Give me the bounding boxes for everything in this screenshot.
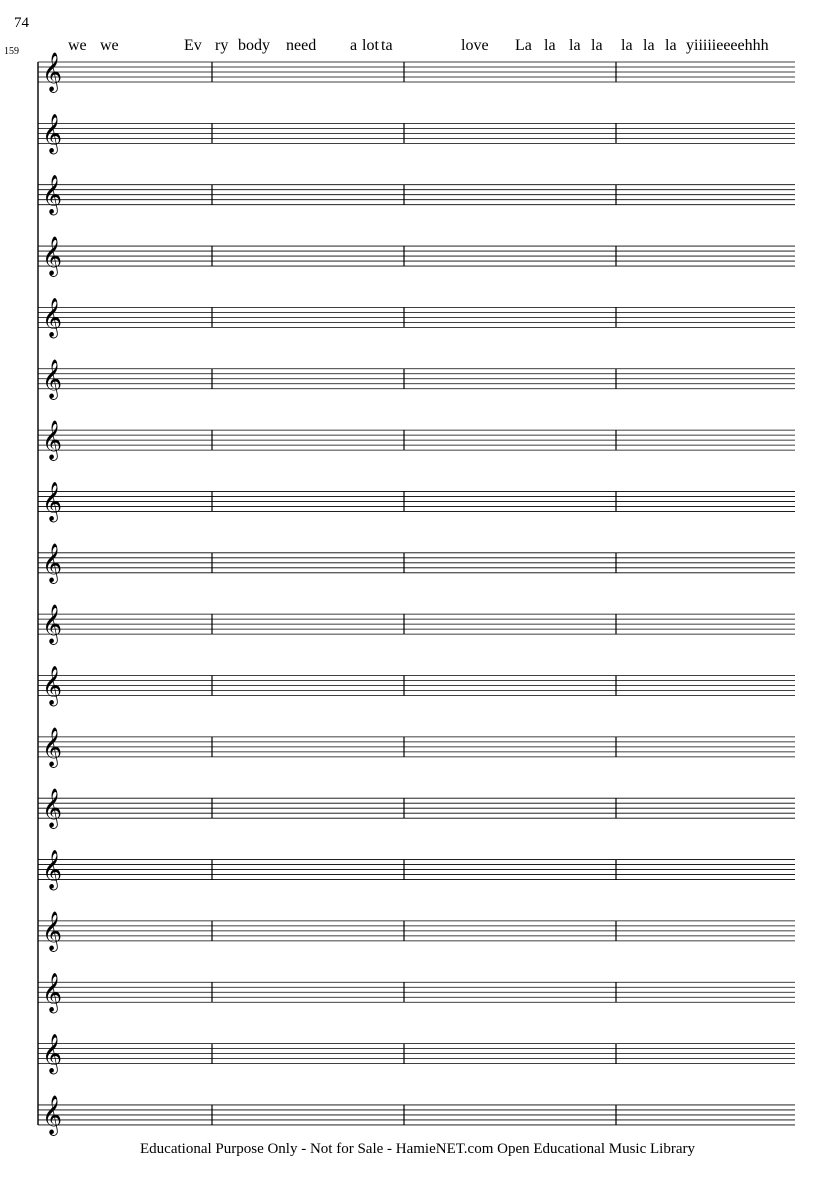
staff [38,113,795,154]
lyric-syllable: ta [381,37,393,54]
lyric-syllable: bo [238,37,254,54]
treble-clef-icon: 𝄞 [42,788,63,829]
measure-number: 159 [4,46,19,57]
treble-clef-icon: 𝄞 [42,358,63,399]
staff [38,666,795,707]
treble-clef-icon: 𝄞 [42,1033,63,1074]
staff [38,727,795,768]
staff [38,972,795,1013]
lyric-syllable: we [100,37,119,54]
staff [38,850,795,891]
treble-clef-icon: 𝄞 [42,726,63,767]
treble-clef-icon: 𝄞 [42,849,63,890]
lyric-syllable: dy [254,37,270,54]
treble-clef-icon: 𝄞 [42,52,63,92]
staff [38,543,795,584]
lyric-syllable: la [643,37,655,54]
staff [38,297,795,338]
staff [38,420,795,461]
treble-clef-icon: 𝄞 [42,604,63,645]
treble-clef-icon: 𝄞 [42,972,63,1013]
treble-clef-icon: 𝄞 [42,910,63,951]
treble-clef-icon: 𝄞 [42,174,63,215]
staff [38,359,795,400]
lyric-syllable: need [286,37,317,54]
lyric-syllable: lot [362,37,379,54]
footer-notice: Educational Purpose Only - Not for Sale - HamieNET.com Open Educational Music Library [140,1141,695,1157]
staff [38,236,795,277]
staff [38,1034,795,1075]
lyric-syllable: la [591,37,603,54]
lyric-syllable: la [544,37,556,54]
page-number: 74 [14,15,29,31]
lyric-syllable: ry [215,37,229,54]
staff [38,788,795,829]
treble-clef-icon: 𝄞 [42,542,63,583]
staff [38,175,795,216]
lyric-syllable: la [621,37,633,54]
lyric-syllable: a [350,37,358,54]
staff [38,911,795,952]
treble-clef-icon: 𝄞 [42,297,63,338]
treble-clef-icon: 𝄞 [42,420,63,461]
lyric-syllable: love [461,37,489,54]
lyric-syllable: la [569,37,581,54]
treble-clef-icon: 𝄞 [42,665,63,706]
lyric-syllable: we [68,37,87,54]
lyric-syllable: La [515,37,532,54]
treble-clef-icon: 𝄞 [42,113,63,154]
staff [38,481,795,522]
staff [38,604,795,645]
staff [38,1095,795,1136]
lyric-syllable: Ev [184,37,202,54]
treble-clef-icon: 𝄞 [42,481,63,522]
lyric-syllable: yiiiiieeeehhh [686,37,769,54]
lyric-syllable: la [665,37,677,54]
treble-clef-icon: 𝄞 [42,1094,63,1135]
staff [38,52,795,93]
treble-clef-icon: 𝄞 [42,236,63,277]
